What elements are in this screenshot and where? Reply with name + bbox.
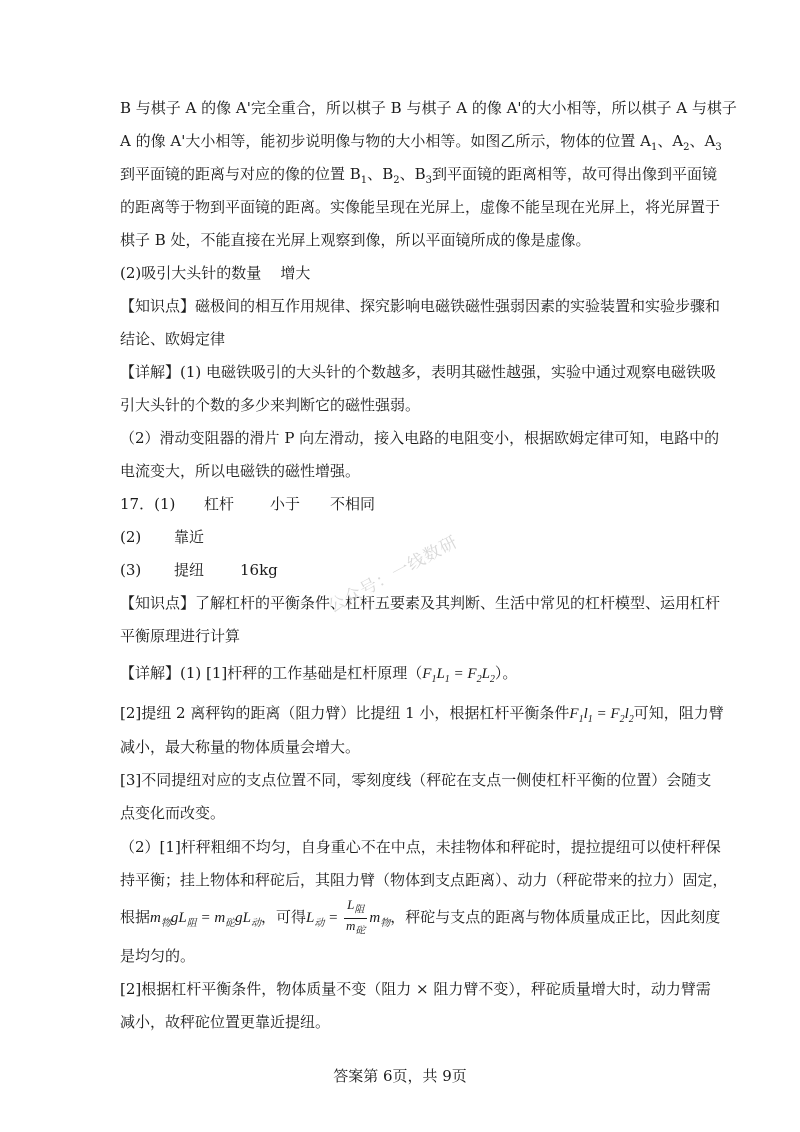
text-line: B 与棋子 A 的像 A'完全重合，所以棋子 B 与棋子 A 的像 A'的大小相等，所以棋子 A 与棋子 [120, 99, 737, 117]
text-line: 减小，故秤砣位置更靠近提纽。 [120, 1013, 331, 1031]
text-line: 引大头针的个数的多少来判断它的磁性强弱。 [120, 396, 421, 414]
text-line: （2）滑动变阻器的滑片 P 向左滑动，接入电路的电阻变小，根据欧姆定律可知，电路中的 [120, 429, 720, 447]
text-line: 结论、欧姆定律 [120, 330, 226, 348]
text-line: （2）[1]杆秤粗细不均匀，自身重心不在中点，未挂物体和秤砣时，提拉提纽可以使杆秤保 [120, 838, 721, 856]
watermark: 公众号：一线数研 [324, 532, 462, 618]
text-line: 【详解】(1) [1]杆秤的工作基础是杠杆原理$(F_1L_1 = F_2L_2)$。 [120, 664, 518, 685]
answer-17-3: (3) 提纽 16kg [120, 561, 278, 579]
answer-17-2: (2) 靠近 [120, 528, 205, 546]
text-line: 到平面镜的距离与对应的像的位置 $B_1$、$B_2$、$B_3$到平面镜的距离相等，故可得出像到平面镜 [120, 165, 718, 186]
text-line: 棋子 B 处，不能直接在光屏上观察到像，所以平面镜所成的像是虚像。 [120, 231, 591, 249]
lever-formula: $F_1l_1 = F_2l_2$ [569, 706, 634, 725]
text-line: 是均匀的。 [120, 947, 196, 965]
text-line: [2]提纽 2 离秤钩的距离（阻力臂）比提纽 1 小，根据杠杆平衡条件$F_1l_1 = F_2l_2$可知，阻力臂 [120, 704, 724, 725]
text-line: 持平衡；挂上物体和秤砣后，其阻力臂（物体到支点距离）、动力（秤砣带来的拉力）固定， [120, 871, 728, 889]
text-line: 根据$m_物gL_阻 = m_砣gL_动$，可得$L_动$ = $\frac{L_阻}{m_砣}$ $m_物$，秤砣与支点的距离与物体质量成正比，因此刻度 [120, 897, 721, 937]
text-line: 【详解】(1) 电磁铁吸引的大头针的个数越多，表明其磁性越强，实验中通过观察电磁铁吸 [120, 363, 717, 381]
text-line: 【知识点】磁极间的相互作用规律、探究影响电磁铁磁性强弱因素的实验装置和实验步骤和 [120, 297, 721, 315]
text-line: (2)吸引大头针的数量 增大 [120, 264, 311, 282]
text-line: 平衡原理进行计算 [120, 627, 241, 645]
text-line: 【知识点】了解杠杆的平衡条件、杠杆五要素及其判断、生活中常见的杠杆模型、运用杠杆 [120, 594, 721, 612]
text-line: [3]不同提纽对应的支点位置不同，零刻度线（秤砣在支点一侧使杠杆平衡的位置）会随支 [120, 771, 712, 789]
fraction: $\frac{L_阻}{m_砣}$ [346, 897, 366, 937]
moment-equation: $m_物gL_阻 = m_砣gL_动$ [150, 910, 262, 930]
text-line: [2]根据杠杆平衡条件，物体质量不变（阻力 × 阻力臂不变），秤砣质量增大时，动力臂需 [120, 980, 711, 998]
text-line: 减小，最大称量的物体质量会增大。 [120, 738, 361, 756]
lever-formula: $F_1L_1 = F_2L_2$ [422, 666, 495, 685]
text-line: 电流变大，所以电磁铁的磁性增强。 [120, 462, 361, 480]
text-line: 点变化而改变。 [120, 804, 226, 822]
text-line: A 的像 A'大小相等，能初步说明像与物的大小相等。如图乙所示，物体的位置 $A_1$、$A_2$、$A_3$ [120, 132, 722, 153]
distance-formula: $L_动$ = [306, 910, 342, 930]
answer-17-1: 17．(1) 杠杆 小于 不相同 [120, 495, 376, 513]
text-line: 的距离等于物到平面镜的距离。实像能呈现在光屏上，虚像不能呈现在光屏上，将光屏置于 [120, 198, 721, 216]
page-footer: 答案第 6页，共 9页 [333, 1067, 467, 1085]
